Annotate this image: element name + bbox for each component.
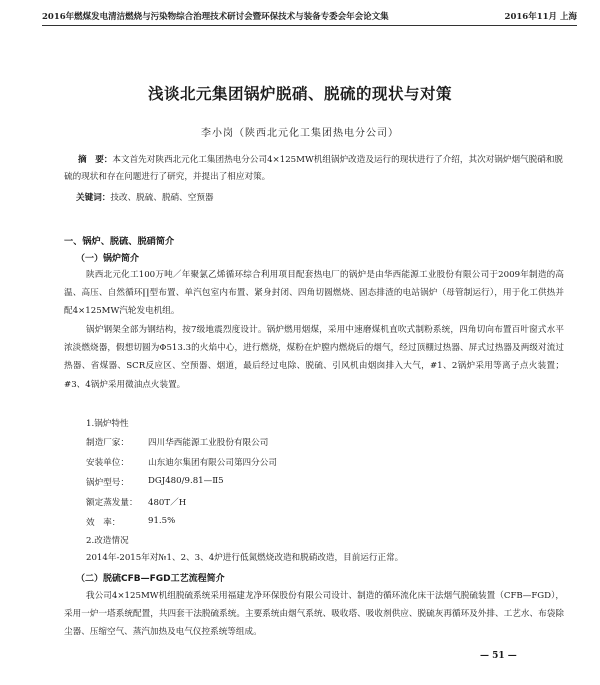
header-date: 2016年11月 上海 bbox=[504, 12, 577, 22]
spec-key: 制造厂家： bbox=[86, 438, 129, 448]
page-number: — 51 — bbox=[480, 651, 517, 661]
abstract bbox=[64, 152, 564, 186]
spec-value: 480T／H bbox=[148, 498, 187, 508]
spec-row bbox=[86, 476, 224, 488]
spec-row bbox=[86, 516, 175, 528]
spec-row bbox=[86, 496, 186, 508]
subsection-desulfurization: （二）脱硫CFB—FGD工艺流程简介 bbox=[76, 574, 225, 584]
retrofit-heading: 2.改造情况 bbox=[86, 536, 129, 546]
spec-key: 效 率： bbox=[86, 518, 121, 528]
header-conference: 2016年燃煤发电清洁燃烧与污染物综合治理技术研讨会暨环保技术与装备专委会年会论文集 bbox=[42, 12, 389, 22]
running-header bbox=[42, 10, 577, 26]
paragraph-boiler-structure: 锅炉钢架全部为钢结构，按7级地震烈度设计。锅炉燃用烟煤，采用中速磨煤机直吹式制粉系统，四角切向布置百叶窗式水平浓淡燃烧器，假想切圆为Φ513.3的火焰中心，进行燃烧，煤粉在炉膛内燃烧后的烟气，经过顶棚过热器、屏式过热器及两级对流过热器、省煤器、SCR反应区、空预器、烟道，最后经过电除、脱硫、引风机由烟囱排入大气，#1、2锅炉采用等离子点火装置；#3、4锅炉采用微油点火装置。 bbox=[64, 325, 564, 390]
spec-key: 锅炉型号： bbox=[86, 478, 129, 488]
abstract-text: 本文首先对陕西北元化工集团热电分公司4×125MW机组锅炉改造及运行的现状进行了介绍，其次对锅炉烟气脱硝和脱硫的现状和存在问题进行了研究，并提出了相应对策。 bbox=[64, 155, 564, 182]
spec-row bbox=[86, 436, 268, 448]
specs-heading: 1.锅炉特性 bbox=[86, 419, 129, 429]
subsection-boiler: （一）锅炉简介 bbox=[76, 254, 140, 264]
abstract-label: 摘 要： bbox=[78, 155, 113, 165]
section-heading-1: 一、锅炉、脱硫、脱硝简介 bbox=[64, 236, 175, 247]
paper-title: 浅谈北元集团锅炉脱硝、脱硫的现状与对策 bbox=[147, 85, 452, 103]
keywords-label: 关键词： bbox=[76, 193, 111, 203]
keywords bbox=[76, 191, 556, 203]
spec-row bbox=[86, 456, 277, 468]
paragraph-desulfurization: 我公司4×125MW机组脱硫系统采用福建龙净环保股份有限公司设计、制造的循环流化床干法烟气脱硫装置（CFB—FGD），采用一炉一塔系统配置，共四套干法脱硫系统。主要系统由烟气系统、吸收塔、吸收剂供应、脱硫灰再循环及外排、工艺水、布袋除尘器、压缩空气、蒸汽加热及电气仪控系统等组成。 bbox=[64, 591, 564, 638]
paragraph-boiler-intro: 陕西北元化工100万吨／年聚氯乙烯循环综合利用项目配套热电厂的锅炉是由华西能源工业股份有限公司于2009年制造的高温、高压、自然循环∏型布置、单汽包室内布置、紧身封闭、四角切圆燃烧、固态排渣的电站锅炉（母管制运行），用于化工供热并配4×125MW汽轮发电机组。 bbox=[64, 270, 564, 317]
keywords-text: 技改、脱硫、脱硝、空预器 bbox=[110, 193, 214, 203]
spec-key: 额定蒸发量： bbox=[86, 498, 138, 508]
spec-key: 安装单位： bbox=[86, 458, 129, 468]
spec-value: DGJ480/9.81—Ⅱ5 bbox=[148, 476, 224, 486]
spec-value: 91.5% bbox=[148, 516, 176, 526]
retrofit-text: 2014年-2015年对№1、2、3、4炉进行低氮燃烧改造和脱硝改造，目前运行正常。 bbox=[86, 553, 404, 563]
author-line: 李小岗（陕西北元化工集团热电分公司） bbox=[201, 128, 399, 139]
spec-value: 山东迪尔集团有限公司第四分公司 bbox=[148, 458, 277, 468]
spec-value: 四川华西能源工业股份有限公司 bbox=[148, 438, 269, 448]
